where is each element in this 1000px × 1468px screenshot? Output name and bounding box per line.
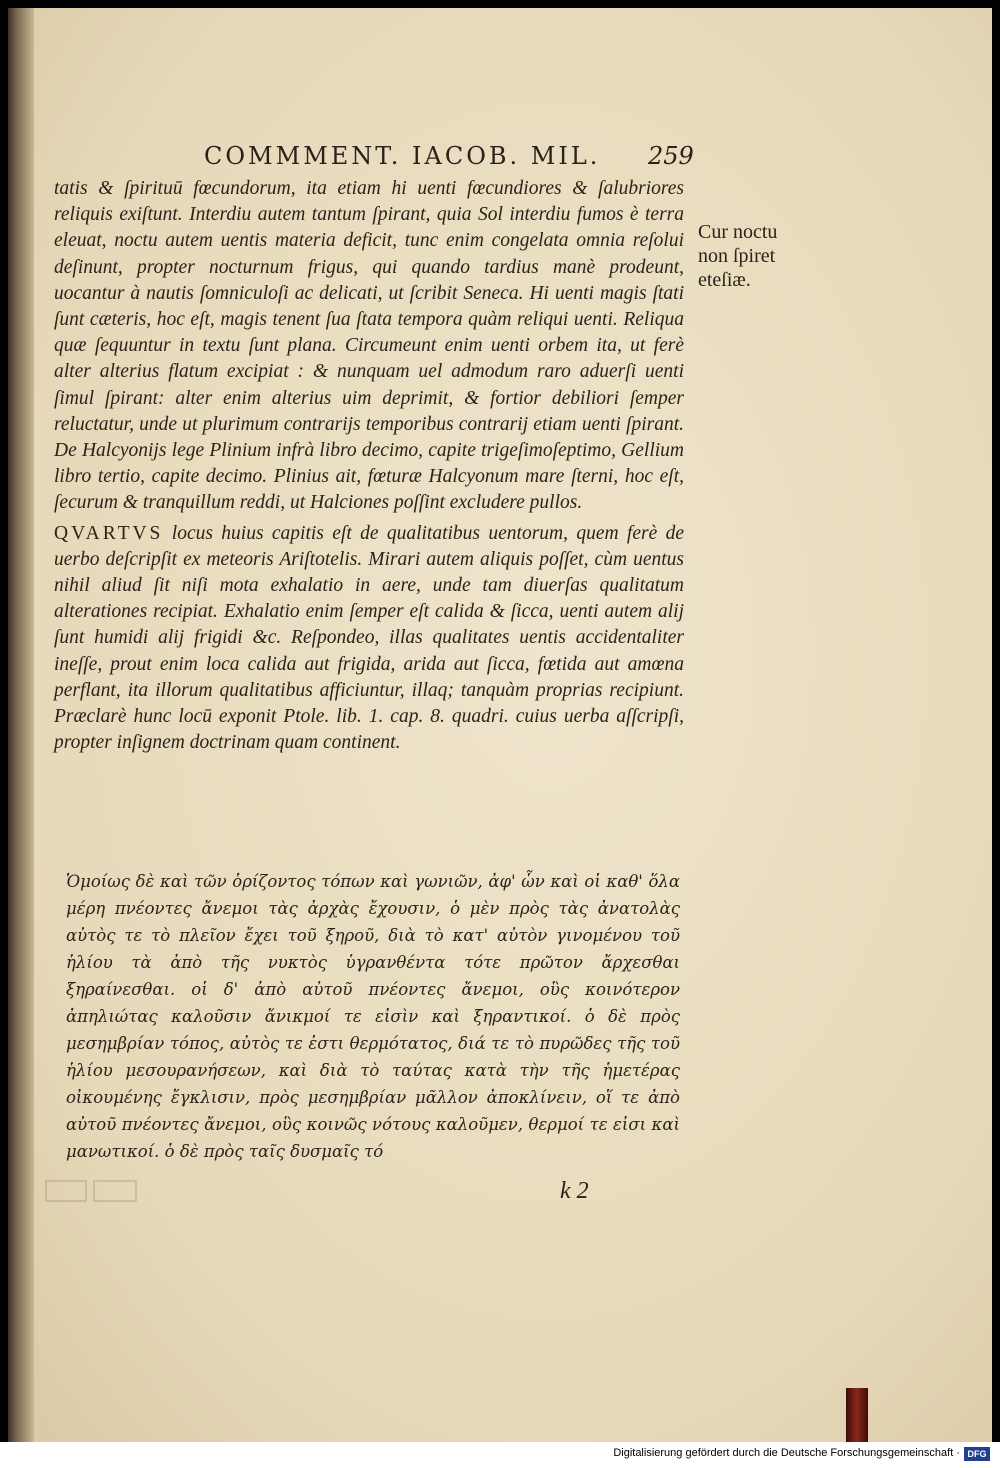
dfg-logo-icon: DFG	[964, 1447, 990, 1461]
paragraph-2	[54, 521, 684, 757]
page-number: 259	[648, 142, 694, 170]
main-text-block	[54, 176, 684, 756]
greek-quotation: Ὁμοίως δὲ καὶ τῶν ὁρίζοντος τόπων καὶ γωνιῶν, ἀφ' ὧν καὶ οἱ καθ' ὅλα μέρη πνέοντες ἄνεμοι τὰς ἀρχὰς ἔχουσιν, ὁ μὲν πρὸς τὰς ἀνατολὰς αὐτὸς τε τὸ πλεῖον ἔχει τοῦ ξηροῦ, διὰ τὸ κατ' αὐτὸν γινομένου τοῦ ἡλίου τὰ ἀπὸ τῆς νυκτὸς ὑγρανθέντα τότε πρῶτον ἄρχεσθαι ξηραίνεσθαι. οἱ δ' ἀπὸ αὐτοῦ πνέοντες ἄνεμοι, οὓς κοινότερον ἀπηλιώτας καλοῦσιν ἄνικμοί τε εἰσὶν καὶ ξηραντικοί. ὁ δὲ πρὸς μεσημβρίαν τόπος, αὐτὸς τε ἐστι θερμότατος, διά τε τὸ πυρῶδες τῆς τοῦ ἡλίου μεσουρανήσεων, καὶ διὰ τὸ ταύτας κατὰ τὴν τῆς ἡμετέρας οἰκουμένης ἔγκλισιν, πρὸς μεσημβρίαν μᾶλλον ἀποκλίνειν, οἵ τε ἀπὸ αὐτοῦ πνέοντες ἄνεμοι, οὓς κοινῶς νότους καλοῦμεν, θερμοί τε εἰσι καὶ μανωτικοί. ὁ δὲ πρὸς ταῖς δυσμαῖς τό	[66, 872, 680, 1161]
bookmark-ribbon	[846, 1388, 868, 1450]
running-title: COMMMENT. IACOB. MIL.	[204, 142, 601, 170]
marginal-note-line-3: eteſiæ.	[698, 269, 751, 291]
marginal-note-line-1: Cur noctu	[698, 221, 778, 243]
binding-gutter	[8, 8, 34, 1442]
stamp-bleedthrough-icon	[44, 1178, 140, 1204]
paragraph-2-lead-word: QVARTVS	[54, 522, 164, 544]
scanned-page	[8, 8, 992, 1442]
marginal-note	[698, 220, 818, 292]
paragraph-1: tatis & ſpirituū fœcundorum, ita etiam hi uenti fœcundiores & ſalubriores reliquis exiſtunt. Interdiu autem tantum ſpirant, quia Sol interdiu fumos è terra eleuat, noctu autem uentis materia deficit, tunc enim congelata omnia reſolui deſinunt, propter nocturnum frigus, qui quando tardius manè prodeunt, uocantur à nautis ſomniculoſi ac delicati, ut ſcribit Seneca. Hi uenti magis ſtati ſunt cæteris, hoc eſt, magis tenent ſua ſtata tempora quàm reliqui uenti. Reliqua quæ ſequuntur in textu ſunt plana. Circumeunt enim uenti orbem ita, ut ferè alter alterius flatum excipiat : & nunquam uel admodum raro aduerſi uenti ſimul ſpirant: alter enim alterius uim deprimit, & fortior debiliori ſemper reluctatur, unde ut plurimum contrarijs temporibus contrarij etiam uenti ſpirant. De Halcyonijs lege Plinium infrà libro decimo, capite trigeſimoſeptimo, Gellium libro tertio, capite decimo. Plinius ait, fœturæ Halcyonum mare ſterni, hoc eſt, ſecurum & tranquillum reddi, ut Halciones poſſint excludere pullos.	[54, 178, 684, 514]
signature-mark: k 2	[560, 1178, 589, 1204]
marginal-note-line-2: non ſpiret	[698, 245, 776, 267]
footer-credit: Digitalisierung gefördert durch die Deutsche Forschungsgemeinschaft ·	[613, 1447, 960, 1459]
paragraph-2-text: locus huius capitis eſt de qualitatibus uentorum, quem ferè de uerbo deſcripſit ex meteoris Ariſtotelis. Mirari autem aliquis poſſet, cùm uentus nihil aliud ſit niſi mota exhalatio in aere, unde tam diuerſas qualitatum alterationes recipiat. Exhalatio enim ſemper eſt calida & ſicca, uenti autem alij ſunt humidi alij frigidi &c. Reſpondeo, illas qualitates uentis accidentaliter ineſſe, prout enim loca calida aut frigida, arida aut ſicca, fœtida aut amœna perflant, ita illorum qualitatibus afficiuntur, illaq; tanquàm proprias recipiunt. Præclarè hunc locū exponit Ptole. lib. 1. cap. 8. quadri. cuius uerba aſſcripſi, propter inſignem doctrinam quam continent.	[54, 522, 684, 754]
